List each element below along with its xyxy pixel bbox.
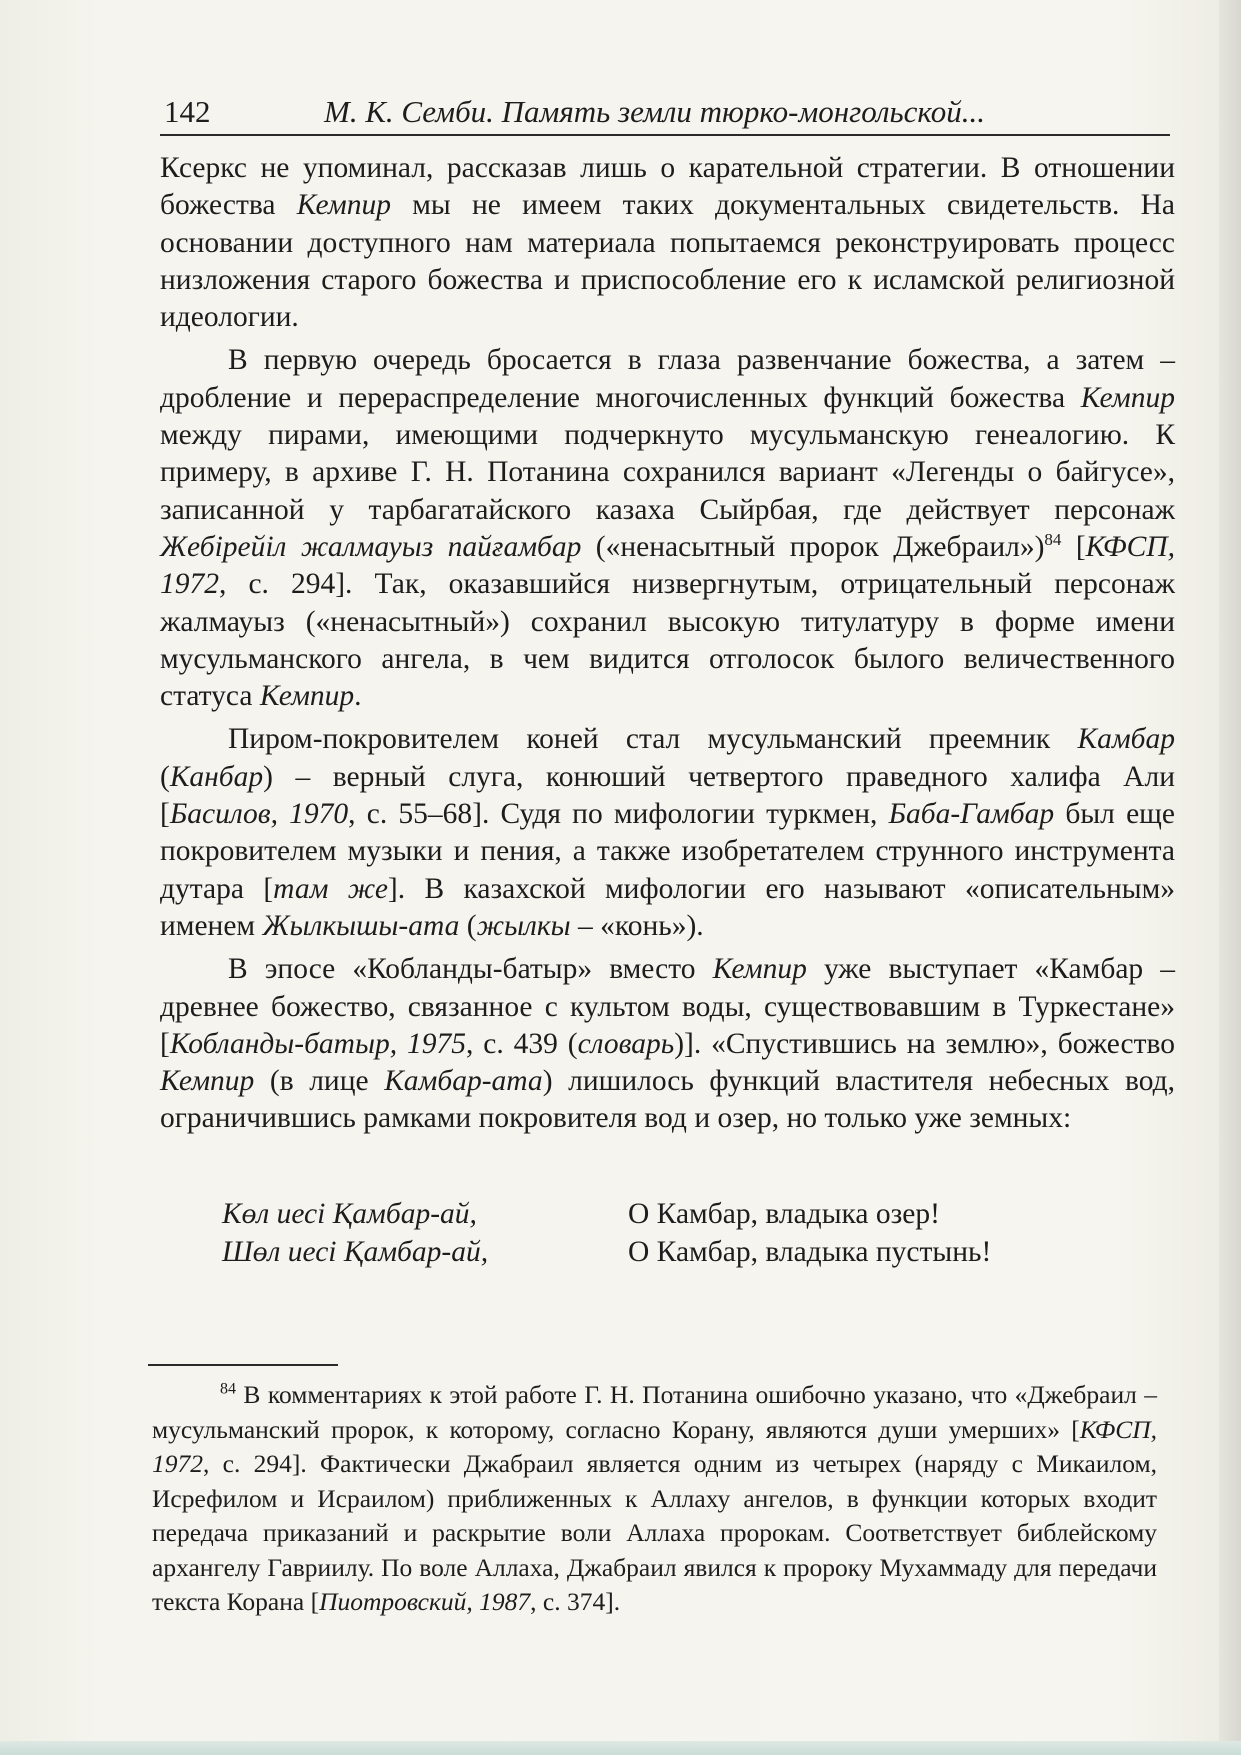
text-run: уже выступает «Камбар – древнее божество, связанное с культом воды, существовавшим в Туркестане» [ <box>160 953 1176 1060</box>
paragraph-3 <box>160 721 1175 945</box>
running-header <box>160 90 1170 136</box>
footnote <box>152 1378 1157 1620</box>
text-run: . <box>354 680 362 713</box>
text-run: В первую очередь бросается в глаза развенчание божества, а затем – дробление и перераспределение многочисленных функций божества <box>160 344 1175 414</box>
verse-line <box>222 1234 1122 1272</box>
text-run: (в лице <box>254 1065 385 1098</box>
paragraph-4 <box>160 951 1175 1137</box>
verse-line <box>222 1196 1122 1234</box>
text-run: Пиром-покровителем коней стал мусульманский преемник <box>228 723 1078 756</box>
text-run: между пирами, имеющими подчеркнуто мусульманскую генеалогию. К примеру, в архиве Г. Н. Потанина сохранился вариант «Легенды о байгусе», записанной у тарбагатайского казаха Сыйрбая, где действует персонаж <box>160 419 1175 526</box>
text-run: )]. «Спустившись на землю», божество <box>674 1027 1175 1060</box>
text-run: , с. 374]. <box>530 1587 621 1616</box>
text-run: ( <box>459 909 477 942</box>
verse-translation: О Камбар, владыка пустынь! <box>628 1236 992 1268</box>
body-text <box>160 150 1175 1138</box>
verse-original: Көл иесі Қамбар-ай, <box>222 1198 477 1230</box>
text-run: ( <box>160 760 170 793</box>
italic-term: Камбар <box>1077 723 1175 756</box>
italic-term: Жылкышы-ата <box>262 909 460 942</box>
italic-term: Камбар-ата <box>384 1065 543 1098</box>
italic-term: Канбар <box>169 760 264 793</box>
text-run: ]. В казахской мифологии его называют «описательным» именем <box>160 872 1175 942</box>
text-run: В эпосе «Кобланды-батыр» вместо <box>228 953 713 986</box>
italic-term: Кемпир <box>160 1065 255 1098</box>
paragraph-1 <box>160 150 1175 336</box>
italic-citation: словарь <box>577 1027 675 1060</box>
italic-term: Кемпир <box>296 189 391 222</box>
verse-quote <box>222 1196 1122 1272</box>
verse-translation: О Камбар, владыка озер! <box>628 1198 940 1230</box>
text-run: мы не имеем таких документальных свидетельств. На основании доступного нам материала попытаемся реконструировать процесс низложения старого божества и приспособление его к исламской религиозной идеологии. <box>160 189 1176 334</box>
text-run: , с. 55–68]. Судя по мифологии туркмен, <box>348 798 889 831</box>
text-run: ) – верный слуга, конюший четвертого праведного халифа Али [ <box>160 760 1175 831</box>
running-title: М. К. Семби. Память земли тюрко-монгольской... <box>324 94 985 129</box>
page-number: 142 <box>164 94 211 129</box>
text-run: , с. 439 ( <box>465 1027 578 1060</box>
text-run: был еще покровителем музыки и пения, а также изобретателем струнного инструмента дутара [ <box>160 798 1175 905</box>
text-run: ) лишилось функций властителя небесных вод, ограничившись рамками покровителя вод и озер, но только уже земных: <box>160 1065 1175 1135</box>
text-run: , с. 294]. Фактически Джабраил является одним из четырех (наряду с Микаилом, Исрефилом и Исраилом) приближенных к Аллаху ангелов, в функции которых входит передача приказаний и раскрытие воли Аллаха пророкам. Соответствует библейскому архангелу Гавриилу. По воле Аллаха, Джабраил явился к пророку Мухаммаду для передачи текста Корана [ <box>152 1449 1157 1616</box>
text-run: В комментариях к этой работе Г. Н. Потанина ошибочно указано, что «Джебраил – мусульманский пророк, к которому, согласно Корану, являются души умерших» [ <box>152 1380 1157 1444</box>
italic-citation: КФСП, 1972 <box>152 1414 1157 1478</box>
italic-citation: Басилов, 1970 <box>169 798 349 831</box>
italic-citation: Пиотровский, 1987 <box>319 1587 531 1616</box>
italic-citation: КФСП, 1972 <box>160 530 1175 601</box>
footnote-reference[interactable]: 84 <box>1044 530 1062 550</box>
page-edge-right <box>1219 0 1241 1755</box>
italic-citation: там же <box>273 872 388 905</box>
footnote-mark: 84 <box>220 1380 236 1398</box>
italic-term: Кемпир <box>259 680 355 713</box>
text-run: – «конь»). <box>570 909 704 942</box>
italic-term: Жебірейіл жалмауыз пайғамбар <box>160 530 582 563</box>
paragraph-2 <box>160 342 1175 715</box>
italic-term: Баба-Гамбар <box>888 798 1055 831</box>
footnote-divider <box>148 1364 338 1366</box>
text-run: Ксеркс не упоминал, рассказав лишь о карательной стратегии. В отношении божества <box>160 152 1175 222</box>
italic-term: жылкы <box>476 909 571 942</box>
italic-citation: Кобланды-батыр, 1975 <box>169 1027 466 1060</box>
text-run: («ненасытный пророк Джебраил») <box>581 530 1045 563</box>
text-run: [ <box>1061 530 1086 563</box>
verse-original: Шөл иесі Қамбар-ай, <box>222 1236 489 1268</box>
italic-term: Кемпир <box>1080 381 1175 414</box>
page-edge-bottom <box>0 1741 1241 1755</box>
text-run: , с. 294]. Так, оказавшийся низвергнутым, отрицательный персонаж жалмауыз («ненасытный») сохранил высокую титулатуру в форме имени мусульманского ангела, в чем видится отголосок былого величественного статуса <box>160 568 1175 713</box>
italic-term: Кемпир <box>712 953 807 986</box>
